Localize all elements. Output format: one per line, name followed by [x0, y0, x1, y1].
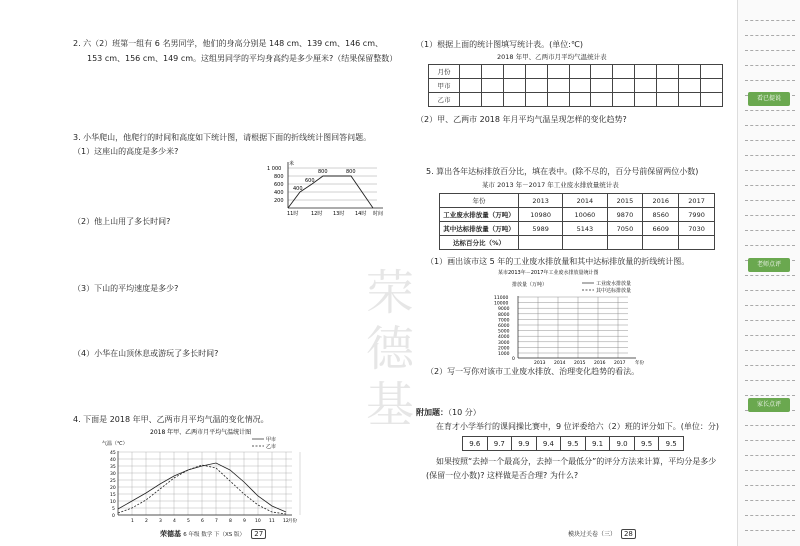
mountain-point-label: 800 — [346, 169, 356, 175]
table2-title: 某市 2013 年－2017 年工业废水排放量统计表 — [482, 181, 619, 189]
ww-y-tick: 0 — [512, 357, 515, 362]
legend-compliant: 其中达标排放量 — [596, 288, 632, 294]
table-cell — [643, 236, 679, 250]
watermark-text: 荣德基 — [365, 265, 414, 433]
table-header-cell: 2015 — [607, 194, 643, 208]
bonus-title: 附加题： — [416, 408, 448, 417]
q4-part2: （2）甲、乙两市 2018 年月平均气温呈现怎样的变化趋势? — [416, 115, 627, 124]
left-footer — [160, 528, 300, 540]
table-header-cell: 2016 — [643, 194, 679, 208]
note-line — [745, 110, 795, 111]
mountain-line-chart — [265, 158, 390, 218]
right-footer — [568, 528, 648, 540]
table-row — [429, 93, 723, 107]
note-line — [745, 155, 795, 156]
q3-sub4: （4）小华在山顶休息或游玩了多长时间? — [73, 349, 219, 358]
q4-intro: 4. 下面是 2018 年甲、乙两市月平均气温的变化情况。 — [73, 415, 269, 424]
note-line — [745, 470, 795, 471]
q3-sub1: （1）这座山的高度是多少米? — [73, 147, 179, 156]
q2-line2: 153 cm、156 cm、149 cm。这组男同学的平均身高约是多少厘米?（结果保留整数） — [87, 54, 398, 63]
note-line — [745, 320, 795, 321]
score-cell: 9.1 — [585, 437, 610, 451]
note-line — [745, 50, 795, 51]
legend-city-a: 甲市 — [266, 437, 277, 443]
score-cell: 9.5 — [561, 437, 586, 451]
ww-x-tick: 2013 — [534, 361, 546, 366]
legend-city-b: 乙市 — [266, 444, 277, 450]
mountain-point-label: 600 — [305, 178, 315, 184]
note-line — [745, 35, 795, 36]
table-cell: 7050 — [607, 222, 643, 236]
q3-intro: 3. 小华爬山，他爬行的时间和高度如下统计图，请根据下面的折线统计图回答问题。 — [73, 133, 372, 142]
note-line — [745, 350, 795, 351]
note-line — [745, 335, 795, 336]
ww-y-tick: 3000 — [498, 340, 510, 346]
table-cell: 8560 — [643, 208, 679, 222]
table-cell: 达标百分比（%） — [440, 236, 519, 250]
page-number-left: 27 — [251, 529, 266, 539]
ww-y-tick: 9000 — [498, 307, 510, 313]
table-row — [440, 236, 715, 250]
scores-table — [462, 436, 684, 451]
table-row — [440, 222, 715, 236]
ww-y-tick: 6000 — [498, 324, 510, 329]
table-cell: 月份 — [429, 65, 460, 79]
note-line — [745, 245, 795, 246]
wastewater-line-chart — [488, 268, 673, 370]
temp-y-tick: 10 — [110, 500, 116, 505]
table1-title: 2018 年甲、乙两市月平均气温统计表 — [497, 53, 607, 61]
q3-sub3: （3）下山的平均速度是多少? — [73, 284, 179, 293]
q3-sub2: （2）他上山用了多长时间? — [73, 217, 171, 226]
temp-x-tick: 7 — [215, 519, 218, 524]
table-cell: 7990 — [679, 208, 715, 222]
temperature-y-unit: 气温（℃） — [102, 441, 128, 447]
mountain-x-tick: 14时 — [355, 211, 367, 217]
temp-y-tick: 30 — [110, 472, 116, 477]
left-footer-text: 6 年级 数学 下（XS 版） — [183, 532, 245, 538]
temp-x-tick: 10 — [255, 519, 261, 524]
table-cell: 乙市 — [429, 93, 460, 107]
note-line — [745, 20, 795, 21]
table-row — [429, 79, 723, 93]
table-row — [463, 437, 684, 451]
table-cell: 5143 — [563, 222, 607, 236]
temp-y-tick: 45 — [110, 451, 116, 456]
note-line — [745, 380, 795, 381]
note-line — [745, 275, 795, 276]
table-row — [429, 65, 723, 79]
bonus-line1: 在育才小学举行的课间操比赛中，9 位评委给六（2）班的评分如下。(单位：分) — [436, 422, 719, 431]
score-cell: 9.9 — [512, 437, 537, 451]
mountain-x-tick: 12时 — [311, 211, 323, 217]
temp-x-tick: 9 — [243, 519, 246, 524]
temp-x-tick: 11 — [269, 519, 275, 524]
note-line — [745, 170, 795, 171]
temp-x-tick: 2 — [145, 519, 148, 524]
table-cell: 10060 — [563, 208, 607, 222]
wastewater-table — [439, 193, 715, 250]
ww-y-tick: 2000 — [498, 346, 510, 352]
ww-y-tick: 1000 — [498, 352, 510, 357]
note-line — [745, 365, 795, 366]
mountain-y-tick: 800 — [274, 174, 284, 180]
table-cell: 甲市 — [429, 79, 460, 93]
score-cell: 9.0 — [610, 437, 635, 451]
temp-x-tick: 3 — [159, 519, 162, 524]
temp-x-tick: 1 — [131, 519, 134, 524]
temperature-line-chart — [100, 426, 305, 528]
note-line — [745, 200, 795, 201]
temp-x-unit: 月份 — [288, 519, 297, 524]
ww-x-tick: 2016 — [594, 361, 606, 366]
table-header-cell: 2017 — [679, 194, 715, 208]
mountain-x-unit: 时间 — [373, 211, 384, 217]
table-cell: 9870 — [607, 208, 643, 222]
q2-line1: 2. 六（2）班第一组有 6 名男同学，他们的身高分别是 148 cm、139 cm、146 cm、 — [73, 39, 383, 48]
ww-y-tick: 10000 — [494, 301, 509, 307]
table-row — [440, 194, 715, 208]
mountain-x-tick: 13时 — [333, 211, 345, 217]
table-cell: 10980 — [519, 208, 563, 222]
table-cell — [607, 236, 643, 250]
note-line — [745, 500, 795, 501]
bonus-line3: (保留一位小数)? 这样做是否合理? 为什么? — [426, 471, 579, 480]
page-number-right: 28 — [621, 529, 636, 539]
temp-x-tick: 5 — [187, 519, 190, 524]
table-cell: 其中达标排放量（万吨） — [440, 222, 519, 236]
temp-x-tick: 8 — [229, 519, 232, 524]
note-line — [745, 455, 795, 456]
table-row — [440, 208, 715, 222]
score-cell: 9.7 — [487, 437, 512, 451]
note-line — [745, 125, 795, 126]
sidebar-tag: 老师点评 — [748, 258, 790, 272]
temp-x-tick: 4 — [173, 519, 176, 524]
mountain-point-label: 800 — [318, 169, 328, 175]
score-cell: 9.4 — [536, 437, 561, 451]
table-cell: 7030 — [679, 222, 715, 236]
note-line — [745, 230, 795, 231]
ww-y-tick: 7000 — [498, 318, 510, 324]
ww-x-tick: 2017 — [614, 361, 626, 366]
legend-total: 工业废水排放量 — [596, 281, 632, 287]
ww-y-tick: 5000 — [498, 329, 510, 335]
table-cell: 5989 — [519, 222, 563, 236]
table-cell: 工业废水排放量（万吨） — [440, 208, 519, 222]
mountain-y-tick: 1 000 — [267, 166, 282, 172]
note-line — [745, 80, 795, 81]
right-footer-text: 模块过关卷（三） — [568, 531, 617, 538]
temp-y-tick: 0 — [112, 514, 115, 519]
ww-y-tick: 4000 — [498, 335, 510, 341]
temperature-chart-title: 2018 年甲、乙两市月平均气温统计图 — [150, 429, 252, 436]
bonus-points: （10 分） — [448, 408, 481, 417]
ww-x-tick: 2015 — [574, 361, 586, 366]
temp-x-tick: 12 — [283, 519, 289, 524]
ww-y-tick: 8000 — [498, 312, 510, 318]
temp-y-tick: 20 — [110, 486, 116, 491]
wastewater-chart-title: 某市2013年－2017年工业废水排放量统计图 — [498, 270, 599, 276]
table-cell: 6609 — [643, 222, 679, 236]
bonus-heading — [416, 407, 481, 419]
table-header-cell: 2014 — [563, 194, 607, 208]
temp-y-tick: 40 — [110, 458, 116, 463]
note-line — [745, 395, 795, 396]
table-header-cell: 年份 — [440, 194, 519, 208]
ww-y-tick: 11000 — [494, 296, 509, 301]
bonus-line2: 如果按照“去掉一个最高分，去掉一个最低分”的评分方法来计算，平均分是多少 — [436, 457, 717, 466]
q4-part1: （1）根据上面的统计图填写统计表。(单位:℃) — [416, 40, 584, 49]
note-line — [745, 290, 795, 291]
mountain-y-tick: 600 — [274, 182, 284, 188]
note-line — [745, 440, 795, 441]
ww-x-unit: 年份 — [635, 361, 644, 366]
note-line — [745, 140, 795, 141]
table-cell — [519, 236, 563, 250]
temp-y-tick: 25 — [110, 479, 116, 484]
score-cell: 9.6 — [463, 437, 488, 451]
mountain-point-label: 400 — [293, 186, 303, 192]
mountain-y-tick: 400 — [274, 190, 284, 196]
sidebar-tag: 家长点评 — [748, 398, 790, 412]
note-line — [745, 305, 795, 306]
score-cell: 9.5 — [659, 437, 684, 451]
temperature-table — [428, 64, 723, 107]
temp-y-tick: 35 — [110, 465, 116, 470]
note-line — [745, 65, 795, 66]
notes-sidebar — [737, 0, 800, 546]
q5-intro: 5. 算出各年达标排放百分比，填在表中。(除不尽的，百分号前保留两位小数) — [426, 167, 699, 176]
score-cell: 9.5 — [634, 437, 659, 451]
ww-x-tick: 2014 — [554, 361, 566, 366]
q5-part2: （2）写一写你对该市工业废水排放、治理变化趋势的看法。 — [426, 367, 640, 376]
temp-y-tick: 5 — [112, 507, 115, 512]
table-cell — [679, 236, 715, 250]
mountain-x-tick: 11时 — [287, 211, 299, 217]
temp-y-tick: 15 — [110, 493, 116, 498]
note-line — [745, 485, 795, 486]
mountain-y-tick: 200 — [274, 198, 284, 204]
table-header-cell: 2013 — [519, 194, 563, 208]
table-cell — [563, 236, 607, 250]
temp-x-tick: 6 — [201, 519, 204, 524]
mountain-y-unit: 米 — [289, 161, 295, 167]
sidebar-tag: 看已提说 — [748, 92, 790, 106]
note-line — [745, 185, 795, 186]
note-line — [745, 425, 795, 426]
q5-part1: （1）画出该市这 5 年的工业废水排放量和其中达标排放量的折线统计图。 — [426, 257, 690, 266]
brand-logo: 荣德基 — [160, 530, 181, 538]
wastewater-y-unit: 排放量（万吨） — [512, 282, 548, 288]
note-line — [745, 530, 795, 531]
note-line — [745, 515, 795, 516]
note-line — [745, 215, 795, 216]
